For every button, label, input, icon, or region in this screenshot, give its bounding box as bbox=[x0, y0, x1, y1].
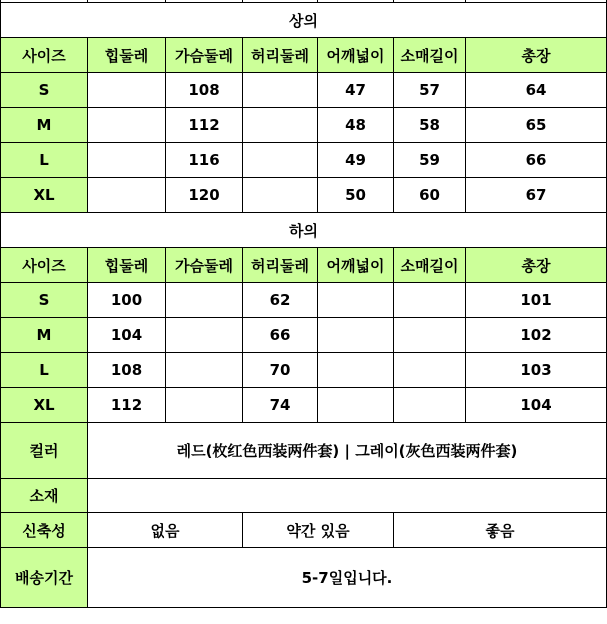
stretch-row bbox=[1, 513, 607, 548]
waist-cell: 62 bbox=[243, 283, 318, 318]
length-cell: 64 bbox=[466, 73, 607, 108]
length-cell: 102 bbox=[466, 318, 607, 353]
length-cell: 104 bbox=[466, 388, 607, 423]
sleeve-cell bbox=[394, 353, 466, 388]
color-label: 컬러 bbox=[1, 423, 88, 479]
chest-cell bbox=[166, 283, 243, 318]
size-cell: M bbox=[1, 318, 88, 353]
table-row bbox=[1, 388, 607, 423]
chest-cell: 120 bbox=[166, 178, 243, 213]
color-value: 레드(枚红色西装两件套) | 그레이(灰色西装两件套) bbox=[88, 423, 607, 479]
size-cell: M bbox=[1, 108, 88, 143]
sleeve-cell bbox=[394, 318, 466, 353]
waist-cell bbox=[243, 108, 318, 143]
size-cell: S bbox=[1, 73, 88, 108]
header-sleeve: 소매길이 bbox=[394, 38, 466, 73]
shoulder-cell: 50 bbox=[318, 178, 394, 213]
waist-cell bbox=[243, 73, 318, 108]
shoulder-cell bbox=[318, 388, 394, 423]
size-cell: L bbox=[1, 353, 88, 388]
table-row bbox=[1, 73, 607, 108]
shoulder-cell: 48 bbox=[318, 108, 394, 143]
chest-cell: 108 bbox=[166, 73, 243, 108]
shoulder-cell: 47 bbox=[318, 73, 394, 108]
hip-cell: 112 bbox=[88, 388, 166, 423]
table-row bbox=[1, 283, 607, 318]
table-row bbox=[1, 143, 607, 178]
stretch-option-good: 좋음 bbox=[394, 513, 607, 548]
sleeve-cell: 58 bbox=[394, 108, 466, 143]
header-length: 총장 bbox=[466, 248, 607, 283]
top-section-title: 상의 bbox=[1, 3, 607, 38]
hip-cell: 100 bbox=[88, 283, 166, 318]
header-hip: 힙둘레 bbox=[88, 38, 166, 73]
header-waist: 허리둘레 bbox=[243, 248, 318, 283]
length-cell: 66 bbox=[466, 143, 607, 178]
color-row bbox=[1, 423, 607, 479]
stretch-label: 신축성 bbox=[1, 513, 88, 548]
chest-cell bbox=[166, 353, 243, 388]
sleeve-cell: 57 bbox=[394, 73, 466, 108]
shoulder-cell bbox=[318, 353, 394, 388]
sleeve-cell: 59 bbox=[394, 143, 466, 178]
size-cell: XL bbox=[1, 178, 88, 213]
length-cell: 65 bbox=[466, 108, 607, 143]
header-shoulder: 어깨넓이 bbox=[318, 248, 394, 283]
header-waist: 허리둘레 bbox=[243, 38, 318, 73]
waist-cell: 66 bbox=[243, 318, 318, 353]
header-size: 사이즈 bbox=[1, 248, 88, 283]
length-cell: 103 bbox=[466, 353, 607, 388]
table-row bbox=[1, 178, 607, 213]
chest-cell bbox=[166, 318, 243, 353]
header-size: 사이즈 bbox=[1, 38, 88, 73]
stretch-option-none: 없음 bbox=[88, 513, 243, 548]
shipping-label: 배송기간 bbox=[1, 548, 88, 608]
top-header-row bbox=[1, 38, 607, 73]
hip-cell: 104 bbox=[88, 318, 166, 353]
waist-cell bbox=[243, 178, 318, 213]
material-row bbox=[1, 479, 607, 513]
hip-cell: 108 bbox=[88, 353, 166, 388]
bottom-section-title: 하의 bbox=[1, 213, 607, 248]
chest-cell bbox=[166, 388, 243, 423]
shoulder-cell bbox=[318, 283, 394, 318]
shoulder-cell: 49 bbox=[318, 143, 394, 178]
length-cell: 101 bbox=[466, 283, 607, 318]
length-cell: 67 bbox=[466, 178, 607, 213]
waist-cell bbox=[243, 143, 318, 178]
shoulder-cell bbox=[318, 318, 394, 353]
shipping-row bbox=[1, 548, 607, 608]
sleeve-cell: 60 bbox=[394, 178, 466, 213]
table-row bbox=[1, 108, 607, 143]
waist-cell: 70 bbox=[243, 353, 318, 388]
chest-cell: 116 bbox=[166, 143, 243, 178]
waist-cell: 74 bbox=[243, 388, 318, 423]
hip-cell bbox=[88, 178, 166, 213]
header-chest: 가슴둘레 bbox=[166, 248, 243, 283]
header-length: 총장 bbox=[466, 38, 607, 73]
size-cell: XL bbox=[1, 388, 88, 423]
hip-cell bbox=[88, 108, 166, 143]
chest-cell: 112 bbox=[166, 108, 243, 143]
bottom-header-row bbox=[1, 248, 607, 283]
header-shoulder: 어깨넓이 bbox=[318, 38, 394, 73]
shipping-value: 5-7일입니다. bbox=[88, 548, 607, 608]
sleeve-cell bbox=[394, 283, 466, 318]
header-sleeve: 소매길이 bbox=[394, 248, 466, 283]
size-cell: S bbox=[1, 283, 88, 318]
table-row bbox=[1, 318, 607, 353]
header-hip: 힙둘레 bbox=[88, 248, 166, 283]
stretch-option-some: 약간 있음 bbox=[243, 513, 394, 548]
header-chest: 가슴둘레 bbox=[166, 38, 243, 73]
table-row bbox=[1, 353, 607, 388]
size-cell: L bbox=[1, 143, 88, 178]
sleeve-cell bbox=[394, 388, 466, 423]
hip-cell bbox=[88, 143, 166, 178]
material-value bbox=[88, 479, 607, 513]
material-label: 소재 bbox=[1, 479, 88, 513]
hip-cell bbox=[88, 73, 166, 108]
